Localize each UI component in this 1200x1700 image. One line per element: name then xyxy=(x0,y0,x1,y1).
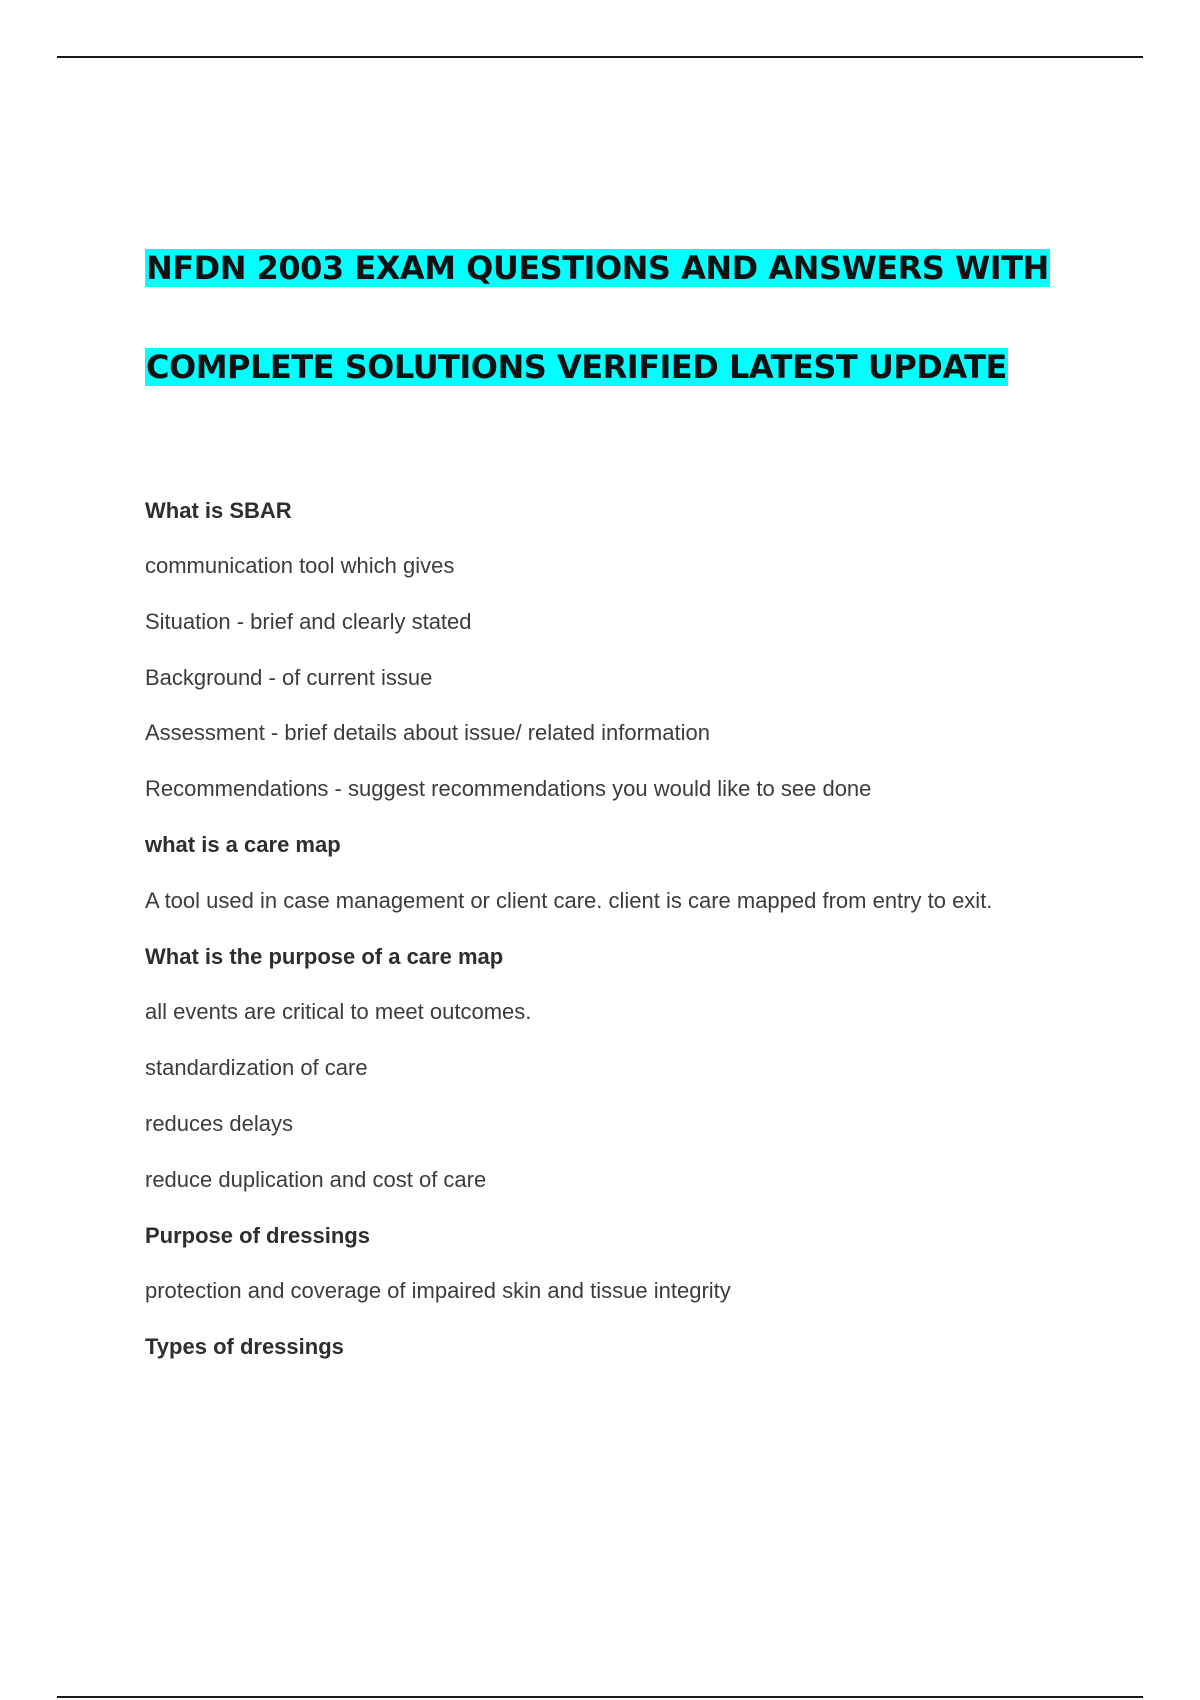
question-line: What is SBAR xyxy=(145,498,292,523)
answer-line: A tool used in case management or client care. client is care mapped from entry to exit. xyxy=(145,888,993,913)
answer-line: Situation - brief and clearly stated xyxy=(145,609,472,634)
document-title-line-1 xyxy=(145,244,1050,292)
answer-line: communication tool which gives xyxy=(145,553,455,578)
answer-line: standardization of care xyxy=(145,1055,368,1080)
document-title-line-2 xyxy=(145,343,1008,391)
question-line: what is a care map xyxy=(145,832,341,857)
answer-line: reduces delays xyxy=(145,1111,293,1136)
header-rule xyxy=(57,56,1143,58)
question-line: Types of dressings xyxy=(145,1334,344,1359)
answer-line: Assessment - brief details about issue/ related information xyxy=(145,720,710,745)
answer-line: all events are critical to meet outcomes. xyxy=(145,999,532,1024)
title-highlight-1: NFDN 2003 EXAM QUESTIONS AND ANSWERS WITH xyxy=(146,249,1049,287)
question-line: What is the purpose of a care map xyxy=(145,944,504,969)
answer-line: Recommendations - suggest recommendations you would like to see done xyxy=(145,776,872,801)
answer-line: protection and coverage of impaired skin and tissue integrity xyxy=(145,1278,731,1303)
answer-line: reduce duplication and cost of care xyxy=(145,1167,487,1192)
title-highlight-2: COMPLETE SOLUTIONS VERIFIED LATEST UPDATE xyxy=(146,348,1007,386)
question-line: Purpose of dressings xyxy=(145,1223,370,1248)
answer-line: Background - of current issue xyxy=(145,665,433,690)
footer-rule xyxy=(57,1696,1143,1698)
